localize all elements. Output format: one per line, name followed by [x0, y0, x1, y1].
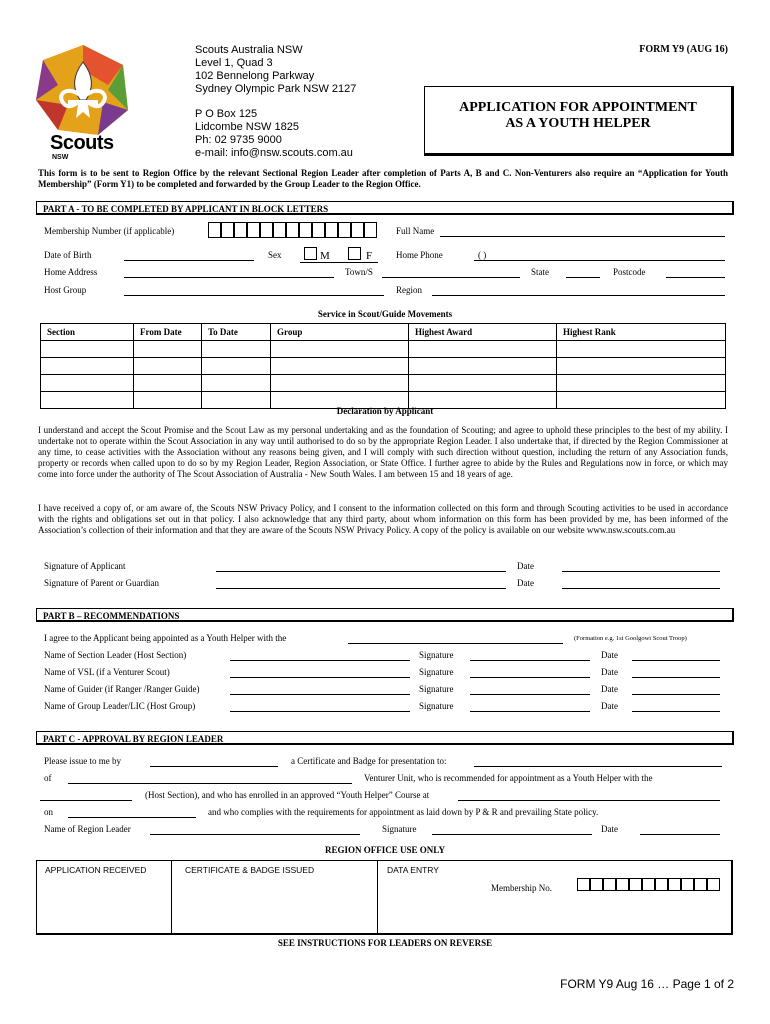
signature-field[interactable]	[470, 677, 590, 678]
column-header: Highest Rank	[557, 324, 726, 341]
recommender-label: Name of Guider (if Ranger /Ranger Guide)	[44, 684, 200, 694]
membership-digit[interactable]	[299, 222, 312, 238]
address-line: Lidcombe NSW 1825	[195, 121, 299, 133]
membership-digit[interactable]	[260, 222, 273, 238]
part-b-header: PART B – RECOMMENDATIONS	[36, 608, 734, 622]
sig-applicant-field[interactable]	[216, 571, 506, 572]
sex-underline	[300, 262, 378, 263]
region-leader-date-label: Date	[601, 824, 618, 834]
form-title-line2: AS A YOUTH HELPER	[505, 116, 651, 131]
sig-parent-date-field[interactable]	[562, 588, 720, 589]
home-address-label: Home Address	[44, 267, 98, 277]
sex-male-checkbox[interactable]	[304, 247, 317, 260]
column-header: From Date	[134, 324, 202, 341]
date-label: Date	[601, 701, 618, 711]
region-leader-field[interactable]	[150, 834, 360, 835]
office-membership-digit[interactable]	[603, 878, 616, 891]
postcode-field[interactable]	[666, 277, 725, 278]
membership-digit[interactable]	[234, 222, 247, 238]
recommender-name-field[interactable]	[230, 694, 410, 695]
column-header: To Date	[202, 324, 271, 341]
venturer-text: Venturer Unit, who is recommended for appointment as a Youth Helper with the	[364, 773, 653, 783]
membership-digit[interactable]	[351, 222, 364, 238]
column-header: Highest Award	[409, 324, 557, 341]
on-label: on	[44, 807, 53, 817]
office-membership-digit[interactable]	[642, 878, 655, 891]
address-line: Sydney Olympic Park NSW 2127	[195, 83, 357, 95]
office-membership-digit[interactable]	[577, 878, 590, 891]
office-membership-digit[interactable]	[655, 878, 668, 891]
table-row[interactable]	[41, 375, 726, 392]
full-name-label: Full Name	[396, 226, 435, 236]
dob-field[interactable]	[124, 260, 254, 261]
application-received-label: APPLICATION RECEIVED	[45, 865, 147, 875]
certificate-issued-label: CERTIFICATE & BADGE ISSUED	[185, 865, 315, 875]
office-membership-digit[interactable]	[629, 878, 642, 891]
declaration-text: I understand and accept the Scout Promise and the Scout Law as my personal undertaking and as the foundation of Scouting; and agree to uphold these principles to the best of my ability. I undertake not to operate within the Scout Association in any way until authorised to do so by the appropriate Region Leader. I also undertake that, if directed by the Region Commissioner at any time, to cease activities with the Association without any reasons being given, and I will comply with such direction without question, including the return of any Association funds, property or records when called upon to do so by my Region Leader, Region Association, or State Office. I further agree to abide by the Rules and Regulations now in force, or which may come into force under the authority of The Scout Association of Australia - New South Wales. I am between 15 and 18 years of age.	[38, 425, 728, 479]
address-line: Level 1, Quad 3	[195, 57, 273, 69]
title-box	[424, 86, 734, 156]
signature-label: Signature	[419, 684, 454, 694]
membership-digit[interactable]	[247, 222, 260, 238]
host-group-label: Host Group	[44, 285, 87, 295]
address-line: e-mail: info@nsw.scouts.com.au	[195, 147, 353, 159]
table-row[interactable]	[41, 358, 726, 375]
host-group-field[interactable]	[124, 295, 384, 296]
state-label: State	[531, 267, 549, 277]
office-membership-digit[interactable]	[616, 878, 629, 891]
sig-parent-label: Signature of Parent or Guardian	[44, 578, 159, 588]
recommender-name-field[interactable]	[230, 711, 410, 712]
membership-digit[interactable]	[312, 222, 325, 238]
issue-label: Please issue to me by	[44, 756, 121, 766]
membership-no-label: Membership No.	[491, 883, 552, 893]
town-field[interactable]	[382, 277, 520, 278]
on-date-field[interactable]	[68, 817, 196, 818]
column-header: Group	[271, 324, 409, 341]
dob-label: Date of Birth	[44, 250, 92, 260]
region-field[interactable]	[432, 295, 725, 296]
formation-field[interactable]	[348, 643, 563, 644]
full-name-field[interactable]	[440, 236, 725, 237]
recommender-label: Name of Group Leader/LIC (Host Group)	[44, 701, 196, 711]
date-field[interactable]	[632, 677, 720, 678]
part-b-agree-text: I agree to the Applicant being appointed as a Youth Helper with the	[44, 633, 287, 643]
signature-field[interactable]	[470, 694, 590, 695]
declaration-title: Declaration by Applicant	[336, 406, 434, 416]
state-field[interactable]	[566, 277, 600, 278]
office-use-title: REGION OFFICE USE ONLY	[325, 845, 445, 855]
address-line: P O Box 125	[195, 108, 258, 120]
signature-field[interactable]	[470, 660, 590, 661]
fleur-de-lis-icon	[28, 40, 138, 140]
office-membership-digit[interactable]	[707, 878, 720, 891]
intro-text: This form is to be sent to Region Office by the relevant Sectional Region Leader after completion of Parts A, B and C. Non-Venturers also require an “Application for Youth Membership” (Form Y1) to be completed and forwarded by the Group Leader to the Region Office.	[38, 168, 728, 189]
sig-parent-field[interactable]	[216, 588, 506, 589]
sex-female-label: F	[366, 250, 373, 262]
office-membership-digit[interactable]	[694, 878, 707, 891]
host-section-text: (Host Section), and who has enrolled in an approved “Youth Helper” Course at	[145, 790, 430, 800]
issue-by-field[interactable]	[150, 766, 278, 767]
page-footer: FORM Y9 Aug 16 … Page 1 of 2	[560, 977, 734, 991]
membership-digit[interactable]	[338, 222, 351, 238]
region-leader-signature-field[interactable]	[432, 834, 592, 835]
office-membership-digit[interactable]	[590, 878, 603, 891]
membership-number-label: Membership Number (if applicable)	[44, 226, 175, 236]
form-title-line1: APPLICATION FOR APPOINTMENT	[459, 100, 697, 115]
service-table-header	[41, 324, 726, 341]
signature-label: Signature	[419, 701, 454, 711]
region-label: Region	[396, 285, 422, 295]
date-label: Date	[601, 684, 618, 694]
address-line: Scouts Australia NSW	[195, 44, 303, 56]
form-code: FORM Y9 (AUG 16)	[639, 44, 728, 55]
sig-applicant-date-label: Date	[517, 561, 534, 571]
home-phone-label: Home Phone	[396, 250, 443, 260]
signature-label: Signature	[419, 650, 454, 660]
date-label: Date	[601, 650, 618, 660]
column-header: Section	[41, 324, 134, 341]
office-membership-digit[interactable]	[668, 878, 681, 891]
data-entry-label: DATA ENTRY	[387, 865, 439, 875]
recommender-label: Name of VSL (if a Venturer Scout)	[44, 667, 170, 677]
postcode-label: Postcode	[613, 267, 646, 277]
region-leader-label: Name of Region Leader	[44, 824, 131, 834]
sex-male-label: M	[320, 250, 330, 262]
membership-digit[interactable]	[325, 222, 338, 238]
address-line: 102 Bennelong Parkway	[195, 70, 315, 82]
unit-field[interactable]	[68, 783, 352, 784]
recommender-label: Name of Section Leader (Host Section)	[44, 650, 187, 660]
membership-digit[interactable]	[286, 222, 299, 238]
sex-label: Sex	[268, 250, 282, 260]
sig-parent-date-label: Date	[517, 578, 534, 588]
signature-field[interactable]	[470, 711, 590, 712]
sig-applicant-date-field[interactable]	[562, 571, 720, 572]
recommender-name-field[interactable]	[230, 677, 410, 678]
sex-female-checkbox[interactable]	[348, 247, 361, 260]
office-use-box	[36, 860, 733, 935]
phone-area-code: ( )	[478, 250, 487, 260]
home-phone-field[interactable]	[474, 260, 725, 261]
recommender-name-field[interactable]	[230, 660, 410, 661]
course-field[interactable]	[458, 800, 720, 801]
scouts-logo	[28, 40, 138, 165]
region-leader-signature-label: Signature	[382, 824, 417, 834]
recipient-field[interactable]	[474, 766, 722, 767]
membership-digit[interactable]	[221, 222, 234, 238]
instructions-note: SEE INSTRUCTIONS FOR LEADERS ON REVERSE	[277, 938, 493, 948]
date-field[interactable]	[632, 711, 720, 712]
membership-digit[interactable]	[208, 222, 221, 238]
date-field[interactable]	[632, 660, 720, 661]
service-table	[40, 323, 726, 409]
complies-text: and who complies with the requirements for appointment as laid down by P & R and prevailing State policy.	[208, 807, 599, 817]
region-leader-date-field[interactable]	[640, 834, 720, 835]
date-field[interactable]	[632, 694, 720, 695]
privacy-text: I have received a copy of, or am aware of, the Scouts NSW Privacy Policy, and I consent to the information collected on this form and through Scouting activities to be used in accordance with the rights and obligations set out in that policy. I also acknowledge that any third party, about whom information on this form has been provided by me, has been informed of the Association’s collection of their information and that they are aware of the Scouts NSW Privacy Policy. A copy of the policy is available on our website www.nsw.scouts.com.au	[38, 503, 728, 535]
logo-subtext: NSW	[52, 154, 69, 161]
table-row[interactable]	[41, 341, 726, 358]
signature-label: Signature	[419, 667, 454, 677]
part-a-header: PART A - TO BE COMPLETED BY APPLICANT IN BLOCK LETTERS	[36, 201, 734, 215]
date-label: Date	[601, 667, 618, 677]
logo-text: Scouts	[50, 132, 114, 154]
certificate-label: a Certificate and Badge for presentation to:	[291, 756, 447, 766]
part-c-header: PART C - APPROVAL BY REGION LEADER	[36, 731, 734, 745]
home-address-field[interactable]	[124, 277, 334, 278]
host-section-field[interactable]	[40, 800, 132, 801]
sig-applicant-label: Signature of Applicant	[44, 561, 126, 571]
membership-digit[interactable]	[364, 222, 377, 238]
service-title: Service in Scout/Guide Movements	[317, 309, 453, 319]
of-label: of	[44, 773, 52, 783]
town-label: Town/S	[345, 267, 373, 277]
office-membership-digit[interactable]	[681, 878, 694, 891]
formation-hint: (Formation e.g. 1st Goolgowi Scout Troop)	[574, 635, 687, 642]
address-line: Ph: 02 9735 9000	[195, 134, 282, 146]
membership-digit[interactable]	[273, 222, 286, 238]
